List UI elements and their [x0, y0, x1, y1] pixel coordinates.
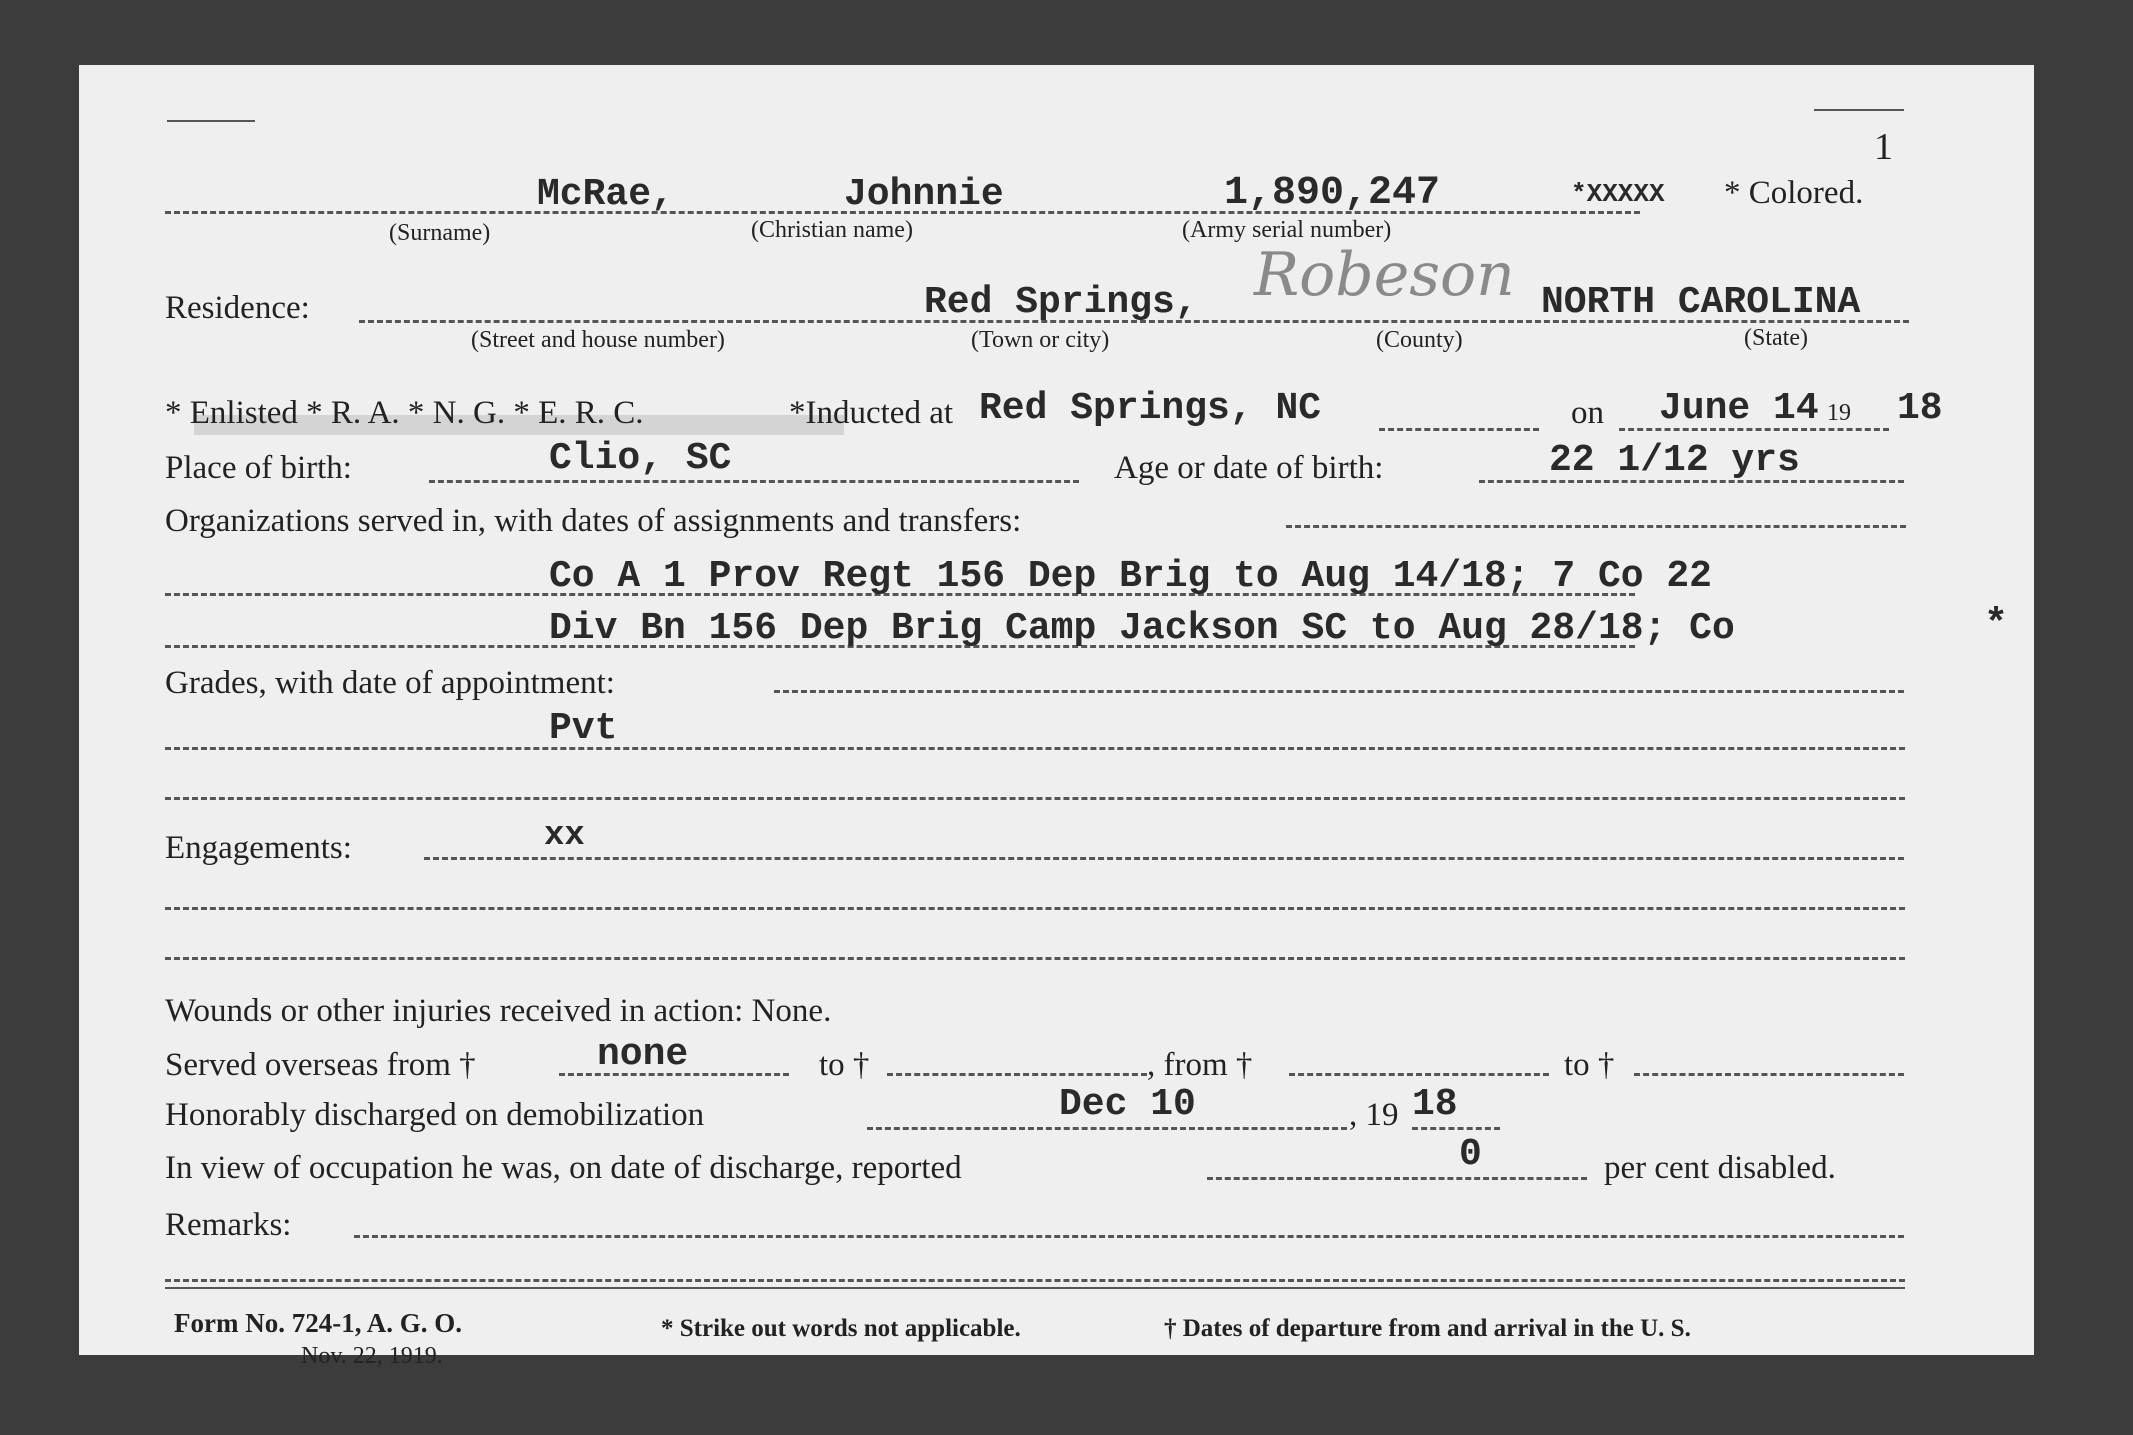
form-number: Form No. 724-1, A. G. O. — [174, 1308, 462, 1338]
dates-note: † Dates of departure from and arrival in the U. S. — [1164, 1315, 1691, 1342]
place-of-birth-label: Place of birth: — [165, 450, 352, 486]
serial-number-value: 1,890,247 — [1224, 171, 1441, 216]
on-label: on — [1571, 395, 1604, 431]
town-caption: (Town or city) — [971, 327, 1110, 353]
race-selected-label: * Colored. — [1724, 175, 1864, 211]
discharge-year-line — [1412, 1127, 1500, 1130]
remarks-line-0 — [354, 1235, 1904, 1238]
organizations-text-line2: Div Bn 156 Dep Brig Camp Jackson SC to Aug 28/18; Co — [549, 607, 1735, 650]
card-number: 1 — [1874, 126, 1893, 168]
organizations-text-line1: Co A 1 Prov Regt 156 Dep Brig to Aug 14/18; 7 Co 22 — [549, 555, 1712, 598]
engagements-value: xx — [544, 817, 585, 855]
induction-date-line — [1619, 428, 1889, 431]
grades-line-2 — [165, 797, 1905, 800]
age-label: Age or date of birth: — [1114, 450, 1384, 486]
overseas-from2-label: , from † — [1147, 1047, 1253, 1083]
induction-place-value: Red Springs, NC — [979, 387, 1322, 430]
race-struck-options: *XXXXX — [1571, 179, 1665, 209]
surname-caption: (Surname) — [389, 220, 491, 246]
overseas-from2-line — [1289, 1073, 1549, 1076]
remarks-line-1 — [165, 1279, 1905, 1282]
street-caption: (Street and house number) — [471, 327, 725, 353]
organizations-continuation-mark: * — [1984, 603, 2009, 648]
induction-date-value: June 14 — [1659, 387, 1819, 430]
christian-name-caption: (Christian name) — [751, 217, 913, 243]
engagements-line-1 — [165, 907, 1905, 910]
state-caption: (State) — [1744, 325, 1808, 351]
strike-note: * Strike out words not applicable. — [661, 1315, 1021, 1342]
overseas-to-label: to † — [819, 1047, 870, 1083]
county-caption: (County) — [1376, 327, 1463, 353]
residence-label: Residence: — [165, 290, 310, 326]
inducted-label: *Inducted at — [789, 395, 954, 431]
overseas-to-line — [887, 1073, 1147, 1076]
place-of-birth-value: Clio, SC — [549, 437, 732, 480]
grades-line-0 — [774, 690, 1904, 693]
discharge-label: Honorably discharged on demobilization — [165, 1097, 705, 1133]
induction-year-value: 18 — [1897, 387, 1943, 430]
service-record-card — [79, 65, 2034, 1369]
discharge-date-value: Dec 10 — [1059, 1083, 1196, 1126]
discharge-year-value: 18 — [1412, 1083, 1458, 1126]
overseas-from-value: none — [597, 1033, 689, 1076]
residence-town-value: Red Springs, — [924, 281, 1198, 324]
discharge-date-line — [867, 1127, 1347, 1130]
age-value: 22 1/12 yrs — [1549, 439, 1800, 482]
engagements-line-0 — [424, 857, 1904, 860]
top-right-rule — [1814, 109, 1904, 111]
overseas-from-label: Served overseas from † — [165, 1047, 476, 1083]
disability-line — [1207, 1177, 1587, 1180]
organizations-label: Organizations served in, with dates of assignments and transfers: — [165, 503, 1022, 539]
grades-value: Pvt — [549, 707, 618, 750]
christian-name-value: Johnnie — [844, 173, 1004, 216]
overseas-to2-line — [1634, 1073, 1904, 1076]
form-date: Nov. 22, 1919. — [301, 1343, 443, 1369]
disability-value: 0 — [1459, 1133, 1482, 1176]
grades-label: Grades, with date of appointment: — [165, 665, 615, 701]
enlistment-struck-options: * Enlisted * R. A. * N. G. * E. R. C. — [165, 395, 644, 431]
place-of-birth-line — [429, 480, 1079, 483]
serial-number-caption: (Army serial number) — [1182, 217, 1392, 243]
top-left-rule — [167, 120, 255, 122]
discharge-year-prefix: , 19 — [1349, 1097, 1399, 1133]
induction-place-line — [1379, 428, 1539, 431]
surname-value: McRae, — [537, 173, 674, 216]
residence-state-value: NORTH CAROLINA — [1541, 281, 1861, 324]
induction-year-prefix: 19 — [1827, 400, 1851, 426]
footer-rule — [165, 1287, 1905, 1289]
overseas-to2-label: to † — [1564, 1047, 1615, 1083]
engagements-label: Engagements: — [165, 830, 352, 866]
organizations-line-0 — [1286, 525, 1906, 528]
disability-label: In view of occupation he was, on date of discharge, reported — [165, 1150, 962, 1186]
wounds-label: Wounds or other injuries received in action: None. — [165, 993, 832, 1029]
residence-county-handwritten: Robeson — [1254, 240, 1515, 310]
remarks-label: Remarks: — [165, 1207, 292, 1243]
disability-suffix: per cent disabled. — [1604, 1150, 1836, 1186]
grades-line-1 — [165, 747, 1905, 750]
engagements-line-2 — [165, 957, 1905, 960]
